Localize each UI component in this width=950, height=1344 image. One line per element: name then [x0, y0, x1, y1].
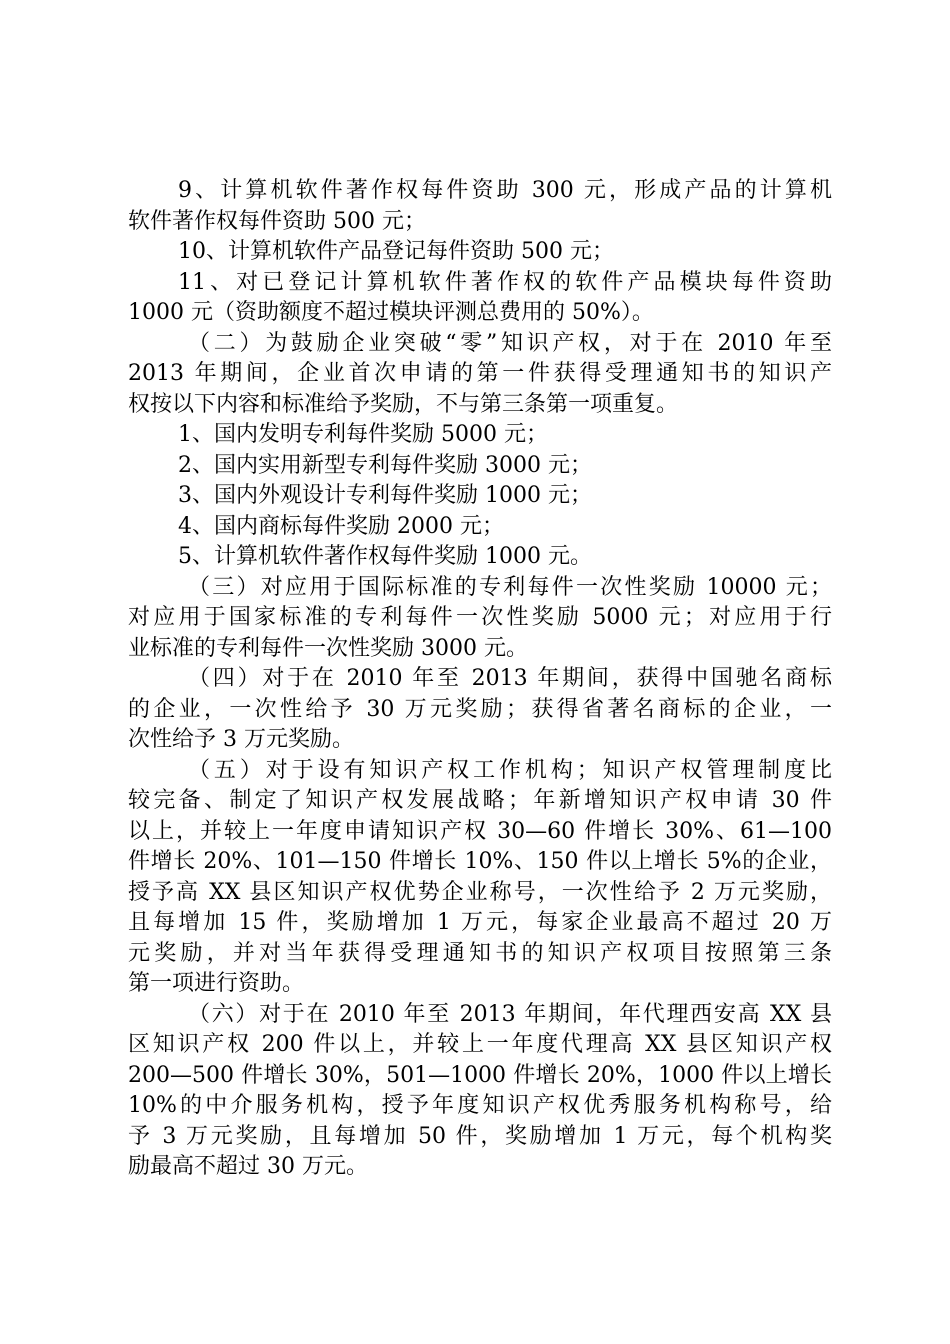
list-item-2: 2、国内实用新型专利每件奖励 3000 元； — [178, 452, 592, 478]
section-5-line-5: 授予高 XX 县区知识产权优势企业称号，一次性给予 2 万元奖励， — [128, 879, 832, 905]
list-item-3: 3、国内外观设计专利每件奖励 1000 元； — [178, 483, 592, 508]
section-6-line-3: 200—500 件增长 30%，501—1000 件增长 20%，1000 件以上增长 — [128, 1062, 832, 1088]
list-item-4: 4、国内商标每件奖励 2000 元； — [178, 513, 504, 539]
section-3-line-2: 对应用于国家标准的专利每件一次性奖励 5000 元；对应用于行 — [128, 605, 832, 630]
section-5-line-8: 第一项进行资助。 — [128, 971, 305, 996]
section-2-line-3: 权按以下内容和标准给予奖励，不与第三条第一项重复。 — [128, 391, 679, 417]
section-2-line-1: （二）为鼓励企业突破“零”知识产权，对于在 2010 年至 — [188, 330, 832, 356]
list-item-5: 5、计算机软件著作权每件奖励 1000 元。 — [178, 544, 592, 569]
paragraph-11-line-1: 11、对已登记计算机软件著作权的软件产品模块每件资助 — [178, 269, 832, 295]
section-6-line-2: 区知识产权 200 件以上，并较上一年度代理高 XX 县区知识产权 — [128, 1032, 832, 1057]
paragraph-9-line-2: 软件著作权每件资助 500 元； — [128, 208, 426, 234]
section-5-line-1: （五）对于设有知识产权工作机构；知识产权管理制度比 — [188, 757, 832, 783]
section-6-line-1: （六）对于在 2010 年至 2013 年期间，年代理西安高 XX 县 — [188, 1001, 832, 1027]
section-4-line-3: 次性给予 3 万元奖励。 — [128, 727, 354, 752]
paragraph-9-line-1: 9、计算机软件著作权每件资助 300 元，形成产品的计算机 — [178, 178, 832, 203]
paragraph-10-line-1: 10、计算机软件产品登记每件资助 500 元； — [178, 239, 614, 264]
section-5-line-3: 以上，并较上一年度申请知识产权 30—60 件增长 30%、61—100 — [128, 818, 832, 844]
section-6-line-5: 予 3 万元奖励，且每增加 50 件，奖励增加 1 万元，每个机构奖 — [128, 1123, 832, 1149]
section-2-line-2: 2013 年期间，企业首次申请的第一件获得受理通知书的知识产 — [128, 361, 832, 386]
section-3-line-1: （三）对应用于国际标准的专利每件一次性奖励 10000 元； — [188, 574, 832, 600]
section-5-line-7: 元奖励，并对当年获得受理通知书的知识产权项目按照第三条 — [128, 940, 832, 966]
section-4-line-1: （四）对于在 2010 年至 2013 年期间，获得中国驰名商标 — [188, 666, 832, 691]
section-4-line-2: 的企业，一次性给予 30 万元奖励；获得省著名商标的企业，一 — [128, 696, 832, 722]
section-6-line-6: 励最高不超过 30 万元。 — [128, 1154, 368, 1179]
section-5-line-2: 较完备、制定了知识产权发展战略；年新增知识产权申请 30 件 — [128, 788, 832, 813]
paragraph-11-line-2: 1000 元（资助额度不超过模块评测总费用的 50%）。 — [128, 300, 654, 325]
section-6-line-4: 10%的中介服务机构，授予年度知识产权优秀服务机构称号，给 — [128, 1093, 832, 1118]
list-item-1: 1、国内发明专利每件奖励 5000 元； — [178, 422, 548, 447]
section-3-line-3: 业标准的专利每件一次性奖励 3000 元。 — [128, 635, 528, 661]
section-5-line-6: 且每增加 15 件，奖励增加 1 万元，每家企业最高不超过 20 万 — [128, 910, 832, 935]
document-body — [128, 176, 832, 1183]
section-5-line-4: 件增长 20%、101—150 件增长 10%、150 件以上增长 5%的企业， — [128, 849, 832, 874]
